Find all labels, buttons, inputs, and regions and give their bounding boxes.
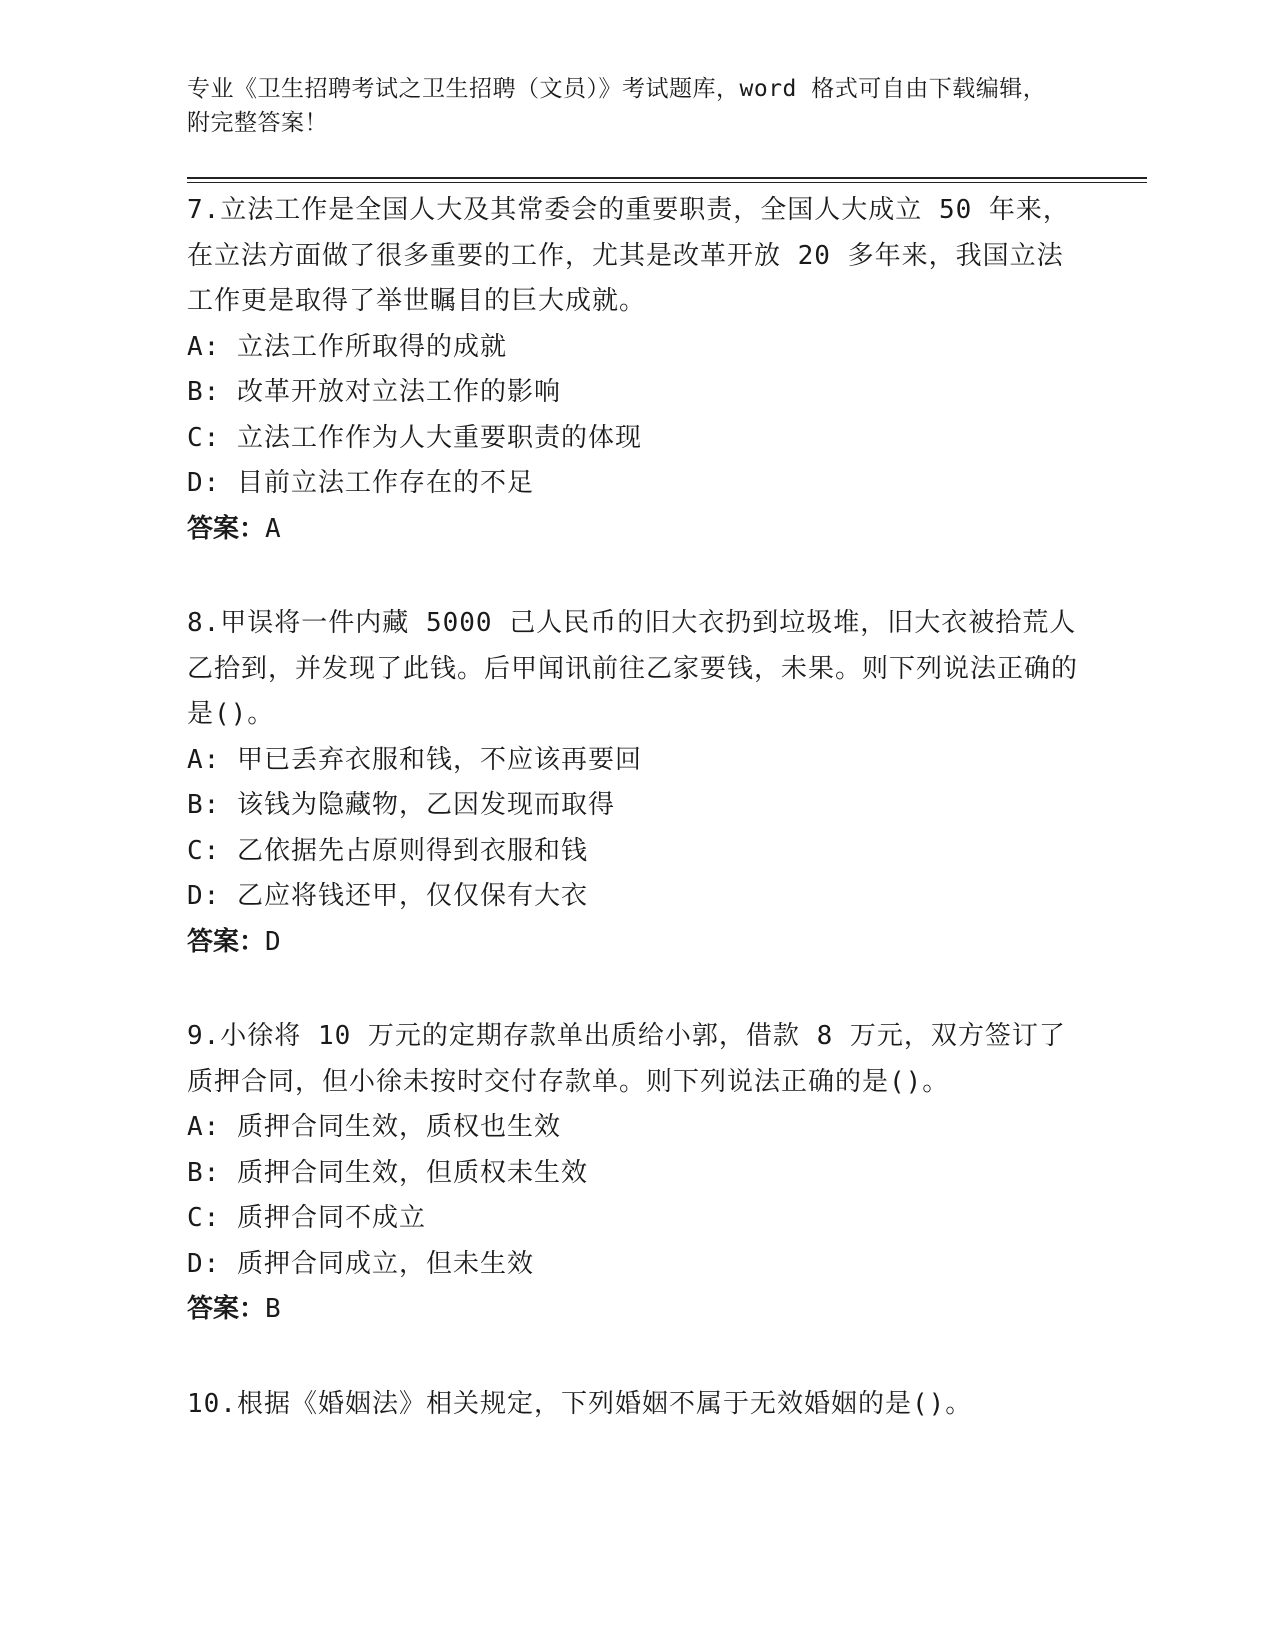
- question-9: [187, 1014, 1087, 1333]
- answer-line: [187, 507, 1087, 553]
- question-8: [187, 601, 1087, 965]
- answer-label: 答案：: [187, 513, 266, 544]
- answer-label: 答案：: [187, 1294, 266, 1324]
- answer-value: D: [265, 926, 281, 957]
- option-d: D: 目前立法工作存在的不足: [187, 468, 534, 498]
- option-c: C: 质押合同不成立: [187, 1203, 426, 1233]
- header-rule-top: [187, 177, 1147, 179]
- question-stem: 7.立法工作是全国人大及其常委会的重要职责，全国人大成立 50 年来，在立法方面做了很多重要的工作，尤其是改革开放 20 多年来，我国立法工作更是取得了举世瞩目的巨大成就。: [187, 195, 1070, 316]
- header-rule-bottom: [187, 182, 1147, 183]
- option-b: B: 改革开放对立法工作的影响: [187, 377, 561, 407]
- option-c: C: 立法工作作为人大重要职责的体现: [187, 422, 642, 453]
- option-d: D: 乙应将钱还甲，仅仅保有大衣: [187, 881, 588, 911]
- option-d: D: 质押合同成立，但未生效: [187, 1248, 534, 1279]
- question-stem: 10.根据《婚姻法》相关规定，下列婚姻不属于无效婚姻的是()。: [187, 1388, 973, 1419]
- answer-value: B: [265, 1294, 281, 1324]
- question-list: [187, 188, 1087, 1476]
- answer-line: [187, 920, 1087, 966]
- option-a: A: 甲已丢弃衣服和钱，不应该再要回: [187, 744, 642, 775]
- document-header: 专业《卫生招聘考试之卫生招聘（文员）》考试题库，word 格式可自由下载编辑，附完整答案！: [187, 76, 1047, 136]
- answer-line: [187, 1287, 1087, 1333]
- answer-label: 答案：: [187, 926, 266, 957]
- option-b: B: 质押合同生效，但质权未生效: [187, 1157, 588, 1188]
- question-stem: 9.小徐将 10 万元的定期存款单出质给小郭，借款 8 万元，双方签订了质押合同，但小徐未按时交付存款单。则下列说法正确的是()。: [187, 1021, 1066, 1097]
- option-b: B: 该钱为隐藏物，乙因发现而取得: [187, 790, 615, 820]
- option-a: A: 立法工作所取得的成就: [187, 331, 507, 362]
- question-10: [187, 1382, 1087, 1428]
- option-c: C: 乙依据先占原则得到衣服和钱: [187, 835, 588, 866]
- question-stem: 8.甲误将一件内藏 5000 己人民币的旧大衣扔到垃圾堆，旧大衣被拾荒人乙拾到，并发现了此钱。后甲闻讯前往乙家要钱，未果。则下列说法正确的是()。: [187, 608, 1079, 729]
- option-a: A: 质押合同生效，质权也生效: [187, 1112, 561, 1142]
- answer-value: A: [265, 513, 281, 544]
- question-7: [187, 188, 1087, 552]
